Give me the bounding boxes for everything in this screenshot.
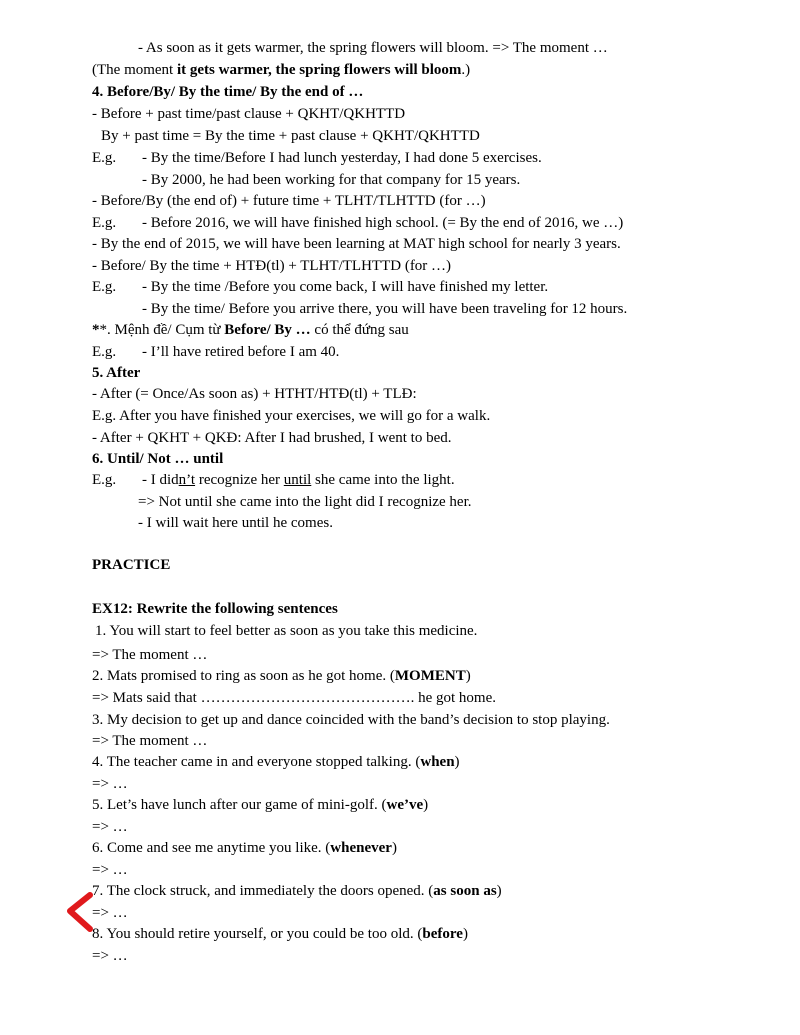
answer-prompt-5: => … [92,819,128,835]
answer-prompt-1: => The moment … [92,647,208,663]
rule-line: By + past time = By the time + past clause + QKHT/QKHTTD [101,128,480,144]
question-3: 3. My decision to get up and dance coincided with the band’s decision to stop playing. [92,712,610,728]
practice-heading: PRACTICE [92,557,171,573]
answer-prompt-3: => The moment … [92,733,208,749]
exercise-title: EX12: Rewrite the following sentences [92,601,338,617]
example-line: E.g. - By the time /Before you come back, I will have finished my letter. [92,279,549,295]
example-line: => Not until she came into the light did I recognize her. [138,494,472,510]
section-heading-until: 6. Until/ Not … until [92,451,224,467]
example-line: E.g. - I’ll have retired before I am 40. [92,344,340,360]
question-8: 8. You should retire yourself, or you could be too old. (before) [92,926,468,942]
rule-line: - Before/By (the end of) + future time + TLHT/TLHTTD (for …) [92,193,486,209]
question-4: 4. The teacher came in and everyone stopped talking. (when) [92,754,460,770]
question-2: 2. Mats promised to ring as soon as he got home. (MOMENT) [92,668,471,684]
answer-prompt-4: => … [92,776,128,792]
note-line: **. Mệnh đề/ Cụm từ Before/ By … có thể đứng sau [92,322,409,338]
answer-prompt-2: => Mats said that ……………………………………. he got home. [92,690,496,706]
rule-line: - By the end of 2015, we will have been learning at MAT high school for nearly 3 years. [92,236,621,252]
rule-line: - After (= Once/As soon as) + HTHT/HTĐ(tl) + TLĐ: [92,386,417,402]
question-6: 6. Come and see me anytime you like. (whenever) [92,840,397,856]
example-line: - As soon as it gets warmer, the spring flowers will bloom. => The moment … [138,40,608,56]
answer-prompt-8: => … [92,948,128,964]
example-line: - I will wait here until he comes. [138,515,333,531]
rule-line: - Before/ By the time + HTĐ(tl) + TLHT/TLHTTD (for …) [92,258,452,274]
rule-line: - After + QKHT + QKĐ: After I had brushed, I went to bed. [92,430,452,446]
question-1: 1. You will start to feel better as soon as you take this medicine. [95,623,478,639]
red-chevron-icon [62,892,96,932]
example-note: (The moment it gets warmer, the spring flowers will bloom.) [92,62,471,78]
section-heading-after: 5. After [92,365,141,381]
example-line: - By the time/ Before you arrive there, you will have been traveling for 12 hours. [142,301,628,317]
example-line: - By 2000, he had been working for that company for 15 years. [142,172,521,188]
example-line: E.g. - By the time/Before I had lunch yesterday, I had done 5 exercises. [92,150,542,166]
example-line: E.g. - I didn’t recognize her until she came into the light. [92,472,455,488]
example-line: E.g. After you have finished your exercises, we will go for a walk. [92,408,491,424]
question-5: 5. Let’s have lunch after our game of mini-golf. (we’ve) [92,797,429,813]
example-line: E.g. - Before 2016, we will have finished high school. (= By the end of 2016, we …) [92,215,624,231]
rule-line: - Before + past time/past clause + QKHT/QKHTTD [92,106,406,122]
answer-prompt-6: => … [92,862,128,878]
section-heading-before-by: 4. Before/By/ By the time/ By the end of … [92,84,364,100]
answer-prompt-7: => … [92,905,128,921]
question-7: 7. The clock struck, and immediately the doors opened. (as soon as) [92,883,502,899]
